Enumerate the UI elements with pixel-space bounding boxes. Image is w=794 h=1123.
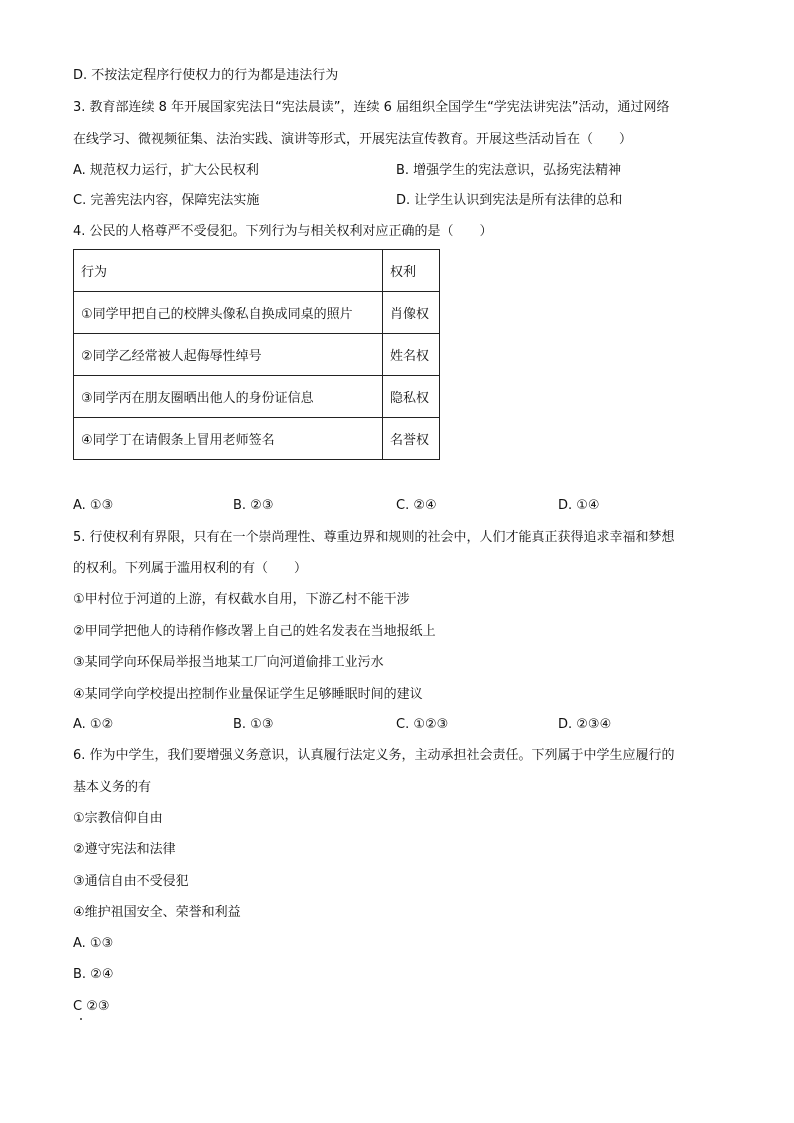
q3-option-b: B. 增强学生的宪法意识，弘扬宪法精神: [396, 163, 622, 178]
q5-option-b: B. ①③: [233, 717, 274, 732]
q4-stem: 4. 公民的人格尊严不受侵犯。下列行为与相关权利对应正确的是（ ）: [73, 224, 493, 239]
q3-stem-line2: 在线学习、微视频征集、法治实践、演讲等形式，开展宪法宣传教育。开展这些活动旨在（ ）: [73, 132, 633, 147]
q5-item-3: ③某同学向环保局举报当地某工厂向河道偷排工业污水: [73, 655, 384, 670]
q6-item-4: ④维护祖国安全、荣誉和利益: [73, 905, 241, 920]
q3-stem-line1: 3. 教育部连续 8 年开展国家宪法日“宪法晨读”，连续 6 届组织全国学生“学宪法讲宪法”活动，通过网络: [73, 100, 670, 115]
table-cell-behavior: ②同学乙经常被人起侮辱性绰号: [74, 334, 383, 376]
q6-option-b: B. ②④: [73, 967, 114, 982]
q3-option-d: D. 让学生认识到宪法是所有法律的总和: [396, 193, 623, 208]
q2-option-d: D. 不按法定程序行使权力的行为都是违法行为: [73, 68, 339, 83]
table-header-right: 权利: [383, 250, 440, 292]
q6-stem-line2: 基本义务的有: [73, 780, 152, 795]
table-row: [74, 376, 440, 418]
q5-option-d: D. ②③④: [558, 717, 612, 732]
q5-item-2: ②甲同学把他人的诗稍作修改署上自己的姓名发表在当地报纸上: [73, 624, 436, 639]
table-row: [74, 292, 440, 334]
q6-option-a: A. ①③: [73, 936, 114, 951]
table-cell-behavior: ①同学甲把自己的校牌头像私自换成同桌的照片: [74, 292, 383, 334]
table-cell-right: 肖像权: [383, 292, 440, 334]
q5-item-4: ④某同学向学校提出控制作业量保证学生足够睡眠时间的建议: [73, 687, 423, 702]
q6-item-1: ①宗教信仰自由: [73, 811, 163, 826]
table-cell-right: 姓名权: [383, 334, 440, 376]
q3-option-a: A. 规范权力运行，扩大公民权利: [73, 163, 259, 178]
table-cell-behavior: ③同学丙在朋友圈晒出他人的身份证信息: [74, 376, 383, 418]
table-row: [74, 334, 440, 376]
q6-item-3: ③通信自由不受侵犯: [73, 874, 189, 889]
q4-option-d: D. ①④: [558, 498, 600, 513]
q5-option-a: A. ①②: [73, 717, 114, 732]
q3-option-c: C. 完善宪法内容，保障宪法实施: [73, 193, 260, 208]
q4-option-b: B. ②③: [233, 498, 274, 513]
q6-option-c: C ②③: [73, 999, 110, 1014]
q5-stem-line2: 的权利。下列属于滥用权利的有（ ）: [73, 561, 308, 576]
q4-rights-table: [73, 249, 440, 460]
table-cell-right: 隐私权: [383, 376, 440, 418]
table-header-row: [74, 250, 440, 292]
stray-mark: [80, 1018, 82, 1020]
q6-stem-line1: 6. 作为中学生，我们要增强义务意识，认真履行法定义务，主动承担社会责任。下列属于中学生应履行的: [73, 748, 675, 763]
table-cell-behavior: ④同学丁在请假条上冒用老师签名: [74, 418, 383, 460]
q4-option-c: C. ②④: [396, 498, 437, 513]
table-header-behavior: 行为: [74, 250, 383, 292]
table-cell-right: 名誉权: [383, 418, 440, 460]
q5-option-c: C. ①②③: [396, 717, 449, 732]
q5-item-1: ①甲村位于河道的上游，有权截水自用，下游乙村不能干涉: [73, 592, 410, 607]
q6-item-2: ②遵守宪法和法律: [73, 842, 176, 857]
q4-option-a: A. ①③: [73, 498, 114, 513]
q5-stem-line1: 5. 行使权利有界限，只有在一个崇尚理性、尊重边界和规则的社会中，人们才能真正获得追求幸福和梦想: [73, 530, 675, 545]
table-row: [74, 418, 440, 460]
